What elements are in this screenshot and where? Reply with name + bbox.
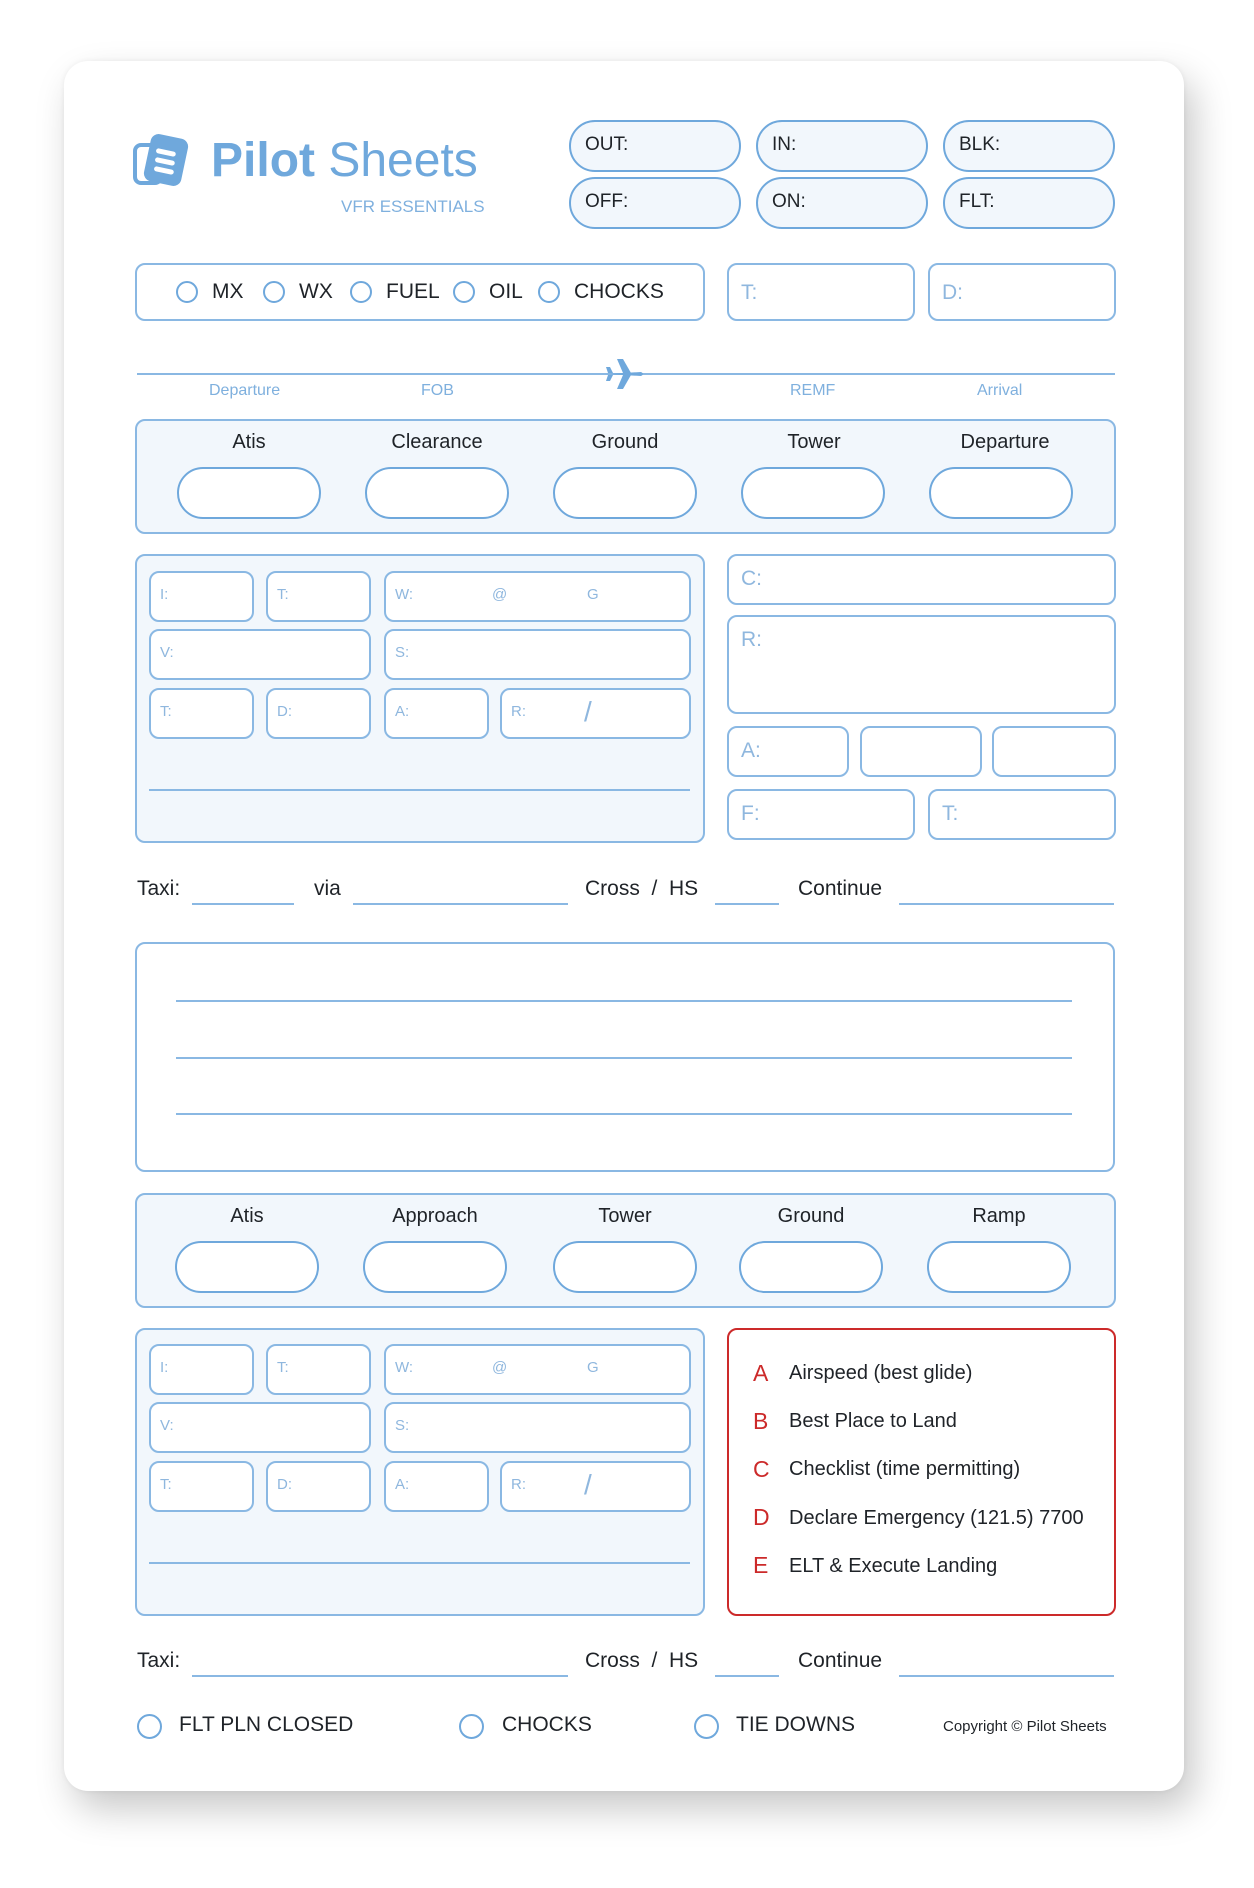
in-time-field[interactable] <box>756 120 928 172</box>
taxi-fill-line <box>192 903 294 905</box>
clearance-r-field[interactable] <box>727 615 1116 714</box>
arr-atis-wind-label: W: <box>395 1359 414 1376</box>
on-time-field[interactable] <box>756 177 928 229</box>
notes-line-1 <box>176 1000 1072 1002</box>
emergency-text-d: Declare Emergency (121.5) 7700 <box>789 1507 1084 1529</box>
arr-atis-wind-field[interactable] <box>384 1344 691 1395</box>
arr-atis-alt-field[interactable] <box>384 1461 489 1512</box>
dep-atis-notes-line <box>149 789 690 791</box>
clearance-a-field[interactable] <box>727 726 849 777</box>
via-label: via <box>314 877 341 900</box>
pilot-sheets-logo <box>133 133 193 189</box>
brand-name-bold: Pilot <box>211 134 315 187</box>
dep-atis-temp-label: T: <box>160 703 172 720</box>
taxi2-label: Taxi: <box>137 1649 181 1672</box>
chocks-checkbox[interactable] <box>538 281 560 303</box>
dep-atis-alt-label: A: <box>395 703 410 720</box>
flt-pln-closed-label: FLT PLN CLOSED <box>179 1713 354 1736</box>
dep-freq-ground-field[interactable] <box>553 467 697 519</box>
dep-freq-atis-field[interactable] <box>177 467 321 519</box>
route-remf-label: REMF <box>790 382 836 399</box>
dep-atis-time-field[interactable] <box>266 571 371 622</box>
tie-downs-checkbox[interactable] <box>694 1714 719 1739</box>
brand-name-light: Sheets <box>315 134 478 187</box>
clearance-r-label: R: <box>741 628 762 651</box>
route-fob-label: FOB <box>421 382 454 399</box>
emergency-letter-a: A <box>753 1360 769 1386</box>
taxi-label: Taxi: <box>137 877 181 900</box>
brand-tagline: VFR ESSENTIALS <box>341 197 485 216</box>
out-time-field[interactable] <box>569 120 741 172</box>
airplane-icon <box>603 357 645 391</box>
notes-line-3 <box>176 1113 1072 1115</box>
out-label: OUT: <box>585 134 629 155</box>
oil-label: OIL <box>489 280 523 303</box>
arr-freq-tower-label: Tower <box>598 1205 652 1227</box>
dep-atis-alt-field[interactable] <box>384 688 489 739</box>
dep-atis-sky-field[interactable] <box>384 629 691 680</box>
arr-atis-rwy-label: R: <box>511 1476 526 1493</box>
emergency-text-b: Best Place to Land <box>789 1410 957 1432</box>
arr-freq-ground-label: Ground <box>777 1205 845 1227</box>
chocks-label: CHOCKS <box>574 280 664 303</box>
emergency-letter-e: E <box>753 1552 769 1578</box>
dep-atis-rwy-slash: / <box>584 696 592 727</box>
continue2-label: Continue <box>798 1649 883 1672</box>
wx-label: WX <box>299 280 333 303</box>
arr-atis-sky-field[interactable] <box>384 1402 691 1453</box>
dep-atis-rwy-field[interactable] <box>500 688 691 739</box>
on-label: ON: <box>772 191 806 212</box>
dep-atis-temp-field[interactable] <box>149 688 254 739</box>
dep-freq-departure-label: Departure <box>960 431 1050 453</box>
dep-freq-departure-field[interactable] <box>929 467 1073 519</box>
arr-freq-ramp-field[interactable] <box>927 1241 1071 1293</box>
dep-freq-tower-field[interactable] <box>741 467 885 519</box>
arr-freq-atis-label: Atis <box>230 1205 264 1227</box>
top-t-label: T: <box>741 281 758 304</box>
dep-atis-wind-at: @ <box>492 586 508 603</box>
clearance-c-field[interactable] <box>727 554 1116 605</box>
clearance-f-label: F: <box>741 802 760 825</box>
blk-time-field[interactable] <box>943 120 1115 172</box>
continue-fill-line <box>899 903 1114 905</box>
logo-icon <box>133 133 193 189</box>
emergency-text-c: Checklist (time permitting) <box>789 1458 1021 1480</box>
arr-atis-temp-field[interactable] <box>149 1461 254 1512</box>
continue2-fill-line <box>899 1675 1114 1677</box>
arr-atis-dew-field[interactable] <box>266 1461 371 1512</box>
dep-atis-time-label: T: <box>277 586 289 603</box>
dep-atis-rwy-label: R: <box>511 703 526 720</box>
arr-atis-rwy-slash: / <box>584 1469 592 1500</box>
top-d-field[interactable] <box>928 263 1116 321</box>
arr-freq-approach-label: Approach <box>392 1205 478 1227</box>
mx-label: MX <box>212 280 244 303</box>
top-t-field[interactable] <box>727 263 915 321</box>
dep-freq-clearance-field[interactable] <box>365 467 509 519</box>
clearance-t-label: T: <box>942 802 959 825</box>
clearance-c-label: C: <box>741 567 762 590</box>
emergency-text-e: ELT & Execute Landing <box>789 1555 998 1577</box>
arr-freq-ground-field[interactable] <box>739 1241 883 1293</box>
clearance-a-label: A: <box>741 739 761 762</box>
mx-checkbox[interactable] <box>176 281 198 303</box>
arr-atis-dew-label: D: <box>277 1476 292 1493</box>
arr-freq-ramp-label: Ramp <box>972 1205 1026 1227</box>
arr-atis-sky-label: S: <box>395 1417 410 1434</box>
flt-pln-closed-checkbox[interactable] <box>137 1714 162 1739</box>
via-fill-line <box>353 903 568 905</box>
cross-hs2-fill-line <box>715 1675 779 1677</box>
arr-atis-alt-label: A: <box>395 1476 410 1493</box>
dep-atis-wind-label: W: <box>395 586 414 603</box>
flt-label: FLT: <box>959 191 995 212</box>
emergency-text-a: Airspeed (best glide) <box>789 1362 973 1384</box>
arr-atis-notes-line <box>149 1562 690 1564</box>
oil-checkbox[interactable] <box>453 281 475 303</box>
dep-freq-tower-label: Tower <box>787 431 841 453</box>
route-arrival-label: Arrival <box>977 382 1023 399</box>
arr-atis-info-field[interactable] <box>149 1344 254 1395</box>
cross-hs2-label: Cross / HS <box>585 1649 699 1672</box>
dep-atis-sky-label: S: <box>395 644 410 661</box>
fuel-label: FUEL <box>386 280 440 303</box>
emergency-letter-b: B <box>753 1408 769 1434</box>
dep-freq-ground-label: Ground <box>591 431 659 453</box>
dep-freq-atis-label: Atis <box>232 431 266 453</box>
clearance-a2-field[interactable] <box>860 726 982 777</box>
off-label: OFF: <box>585 191 629 212</box>
route-departure-label: Departure <box>209 382 281 399</box>
notes-line-2 <box>176 1057 1072 1059</box>
copyright-text: Copyright © Pilot Sheets <box>943 1718 1107 1735</box>
brand-name <box>211 133 478 189</box>
in-label: IN: <box>772 134 797 155</box>
clearance-f-field[interactable] <box>727 789 915 840</box>
taxi2-fill-line <box>192 1675 568 1677</box>
fuel-checkbox[interactable] <box>350 281 372 303</box>
dep-atis-dew-field[interactable] <box>266 688 371 739</box>
dep-atis-vis-field[interactable] <box>149 629 371 680</box>
flt-time-field[interactable] <box>943 177 1115 229</box>
arr-atis-time-field[interactable] <box>266 1344 371 1395</box>
clearance-a3-field[interactable] <box>992 726 1116 777</box>
arr-atis-time-label: T: <box>277 1359 289 1376</box>
blk-label: BLK: <box>959 134 1001 155</box>
dep-atis-dew-label: D: <box>277 703 292 720</box>
dep-atis-info-field[interactable] <box>149 571 254 622</box>
continue-label: Continue <box>798 877 883 900</box>
arr-freq-tower-field[interactable] <box>553 1241 697 1293</box>
cross-hs-label: Cross / HS <box>585 877 699 900</box>
dep-atis-vis-label: V: <box>160 644 174 661</box>
arr-atis-wind-gust: G <box>587 1359 599 1376</box>
dep-atis-wind-field[interactable] <box>384 571 691 622</box>
tie-downs-label: TIE DOWNS <box>736 1713 855 1736</box>
dep-freq-clearance-label: Clearance <box>391 431 483 453</box>
emergency-letter-d: D <box>753 1504 770 1530</box>
arr-atis-vis-field[interactable] <box>149 1402 371 1453</box>
off-time-field[interactable] <box>569 177 741 229</box>
arr-freq-approach-field[interactable] <box>363 1241 507 1293</box>
clearance-t-field[interactable] <box>928 789 1116 840</box>
cross-hs-fill-line <box>715 903 779 905</box>
dep-atis-wind-gust: G <box>587 586 599 603</box>
dep-atis-info-label: I: <box>160 586 169 603</box>
postflight-chocks-checkbox[interactable] <box>459 1714 484 1739</box>
arr-atis-info-label: I: <box>160 1359 169 1376</box>
arr-atis-wind-at: @ <box>492 1359 508 1376</box>
emergency-letter-c: C <box>753 1456 770 1482</box>
arr-atis-rwy-field[interactable] <box>500 1461 691 1512</box>
wx-checkbox[interactable] <box>263 281 285 303</box>
top-d-label: D: <box>942 281 963 304</box>
arr-freq-atis-field[interactable] <box>175 1241 319 1293</box>
arr-atis-temp-label: T: <box>160 1476 172 1493</box>
arr-atis-vis-label: V: <box>160 1417 174 1434</box>
postflight-chocks-label: CHOCKS <box>502 1713 592 1736</box>
